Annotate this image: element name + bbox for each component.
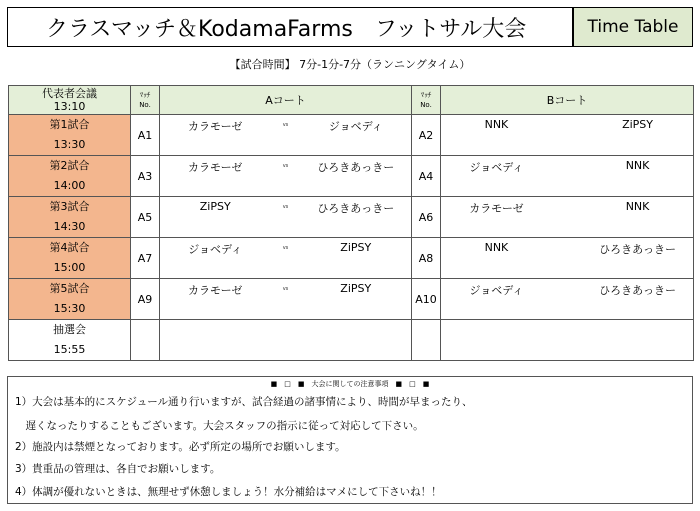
- court-a-match-no: A1: [131, 115, 160, 156]
- game-slot-time: 13:30: [53, 138, 86, 151]
- game-row: [9, 115, 694, 156]
- court-b-team-2: NNK: [625, 200, 650, 213]
- court-a-match: [160, 156, 412, 197]
- court-b-team-2: ひろきあっきー: [599, 284, 676, 297]
- court-a-match-no: A7: [131, 238, 160, 279]
- match-no-header-line2: No.: [420, 101, 432, 109]
- vs-label: vs: [282, 122, 289, 128]
- vs-label: vs: [282, 245, 289, 251]
- court-a-match-no: A3: [131, 156, 160, 197]
- lottery-cell: [9, 320, 131, 361]
- game-row: [9, 238, 694, 279]
- court-b-team-2: NNK: [625, 159, 650, 172]
- game-slot-cell: [9, 197, 131, 238]
- court-a-match: [160, 279, 412, 320]
- lottery-time: 15:55: [53, 343, 86, 356]
- court-b-match-no: A4: [412, 156, 441, 197]
- time-table-badge: Time Table: [573, 7, 693, 47]
- court-b-match: [441, 279, 694, 320]
- game-slot-label: 第3試合: [49, 200, 90, 213]
- note-1-continued: 遅くなったりすることもございます。大会スタッフの指示に従って対応して下さい。: [15, 420, 424, 432]
- court-b-team-1: NNK: [484, 118, 509, 131]
- note-3: 3）貴重品の管理は、各自でお願いします。: [15, 463, 221, 475]
- court-a-match-no: A5: [131, 197, 160, 238]
- court-a-team-2: ひろきあっきー: [317, 161, 395, 174]
- note-4: 4）体調が優れないときは、無理せず休憩しましょう！水分補給はマメにして下さいね！！: [15, 486, 442, 498]
- court-b-match-no: A6: [412, 197, 441, 238]
- court-b-match: [441, 156, 694, 197]
- game-slot-cell: [9, 115, 131, 156]
- court-a-team-2: ジョベディ: [328, 120, 383, 133]
- court-a-team-2: ZiPSY: [340, 241, 372, 254]
- schedule-table: [8, 85, 694, 361]
- game-slot-label: 第1試合: [49, 118, 90, 131]
- note-1: 1）大会は基本的にスケジュール通り行いますが、試合経過の諸事情により、時間が早まったり、: [15, 396, 473, 408]
- court-a-team-2: ZiPSY: [340, 282, 372, 295]
- court-b-match: [441, 197, 694, 238]
- match-no-header-a: [131, 86, 160, 115]
- game-row: [9, 156, 694, 197]
- empty-cell: [441, 320, 694, 361]
- game-slot-label: 第4試合: [49, 241, 90, 254]
- note-2: 2）施設内は禁煙となっております。必ず所定の場所でお願いします。: [15, 441, 346, 453]
- vs-label: vs: [282, 204, 289, 210]
- game-row: [9, 197, 694, 238]
- game-slot-cell: [9, 279, 131, 320]
- notes-heading: ■ □ ■ 大会に関しての注意事項 ■ □ ■: [270, 380, 430, 388]
- game-row: [9, 279, 694, 320]
- court-a-header: Aコート: [160, 86, 412, 115]
- empty-cell: [160, 320, 412, 361]
- court-b-match: [441, 115, 694, 156]
- court-a-match-no: A9: [131, 279, 160, 320]
- page-title: クラスマッチ＆KodamaFarms フットサル大会: [7, 7, 573, 47]
- court-a-team-1: カラモーゼ: [188, 284, 243, 297]
- game-slot-time: 15:30: [53, 302, 86, 315]
- representative-meeting-label: 代表者会議: [42, 87, 97, 100]
- court-b-team-2: ひろきあっきー: [599, 243, 676, 256]
- match-no-header-line1: ﾏｯﾁ: [420, 91, 432, 99]
- court-b-team-1: NNK: [484, 241, 509, 254]
- game-slot-cell: [9, 238, 131, 279]
- court-a-match: [160, 238, 412, 279]
- court-a-match: [160, 197, 412, 238]
- match-no-header-line2: No.: [139, 101, 151, 109]
- vs-label: vs: [282, 286, 289, 292]
- lottery-label: 抽選会: [53, 323, 86, 336]
- court-b-team-1: カラモーゼ: [469, 202, 524, 215]
- match-no-header-line1: ﾏｯﾁ: [139, 91, 151, 99]
- match-duration-note: 【試合時間】 7分-1分-7分（ランニングタイム）: [229, 58, 471, 71]
- representative-meeting-cell: [9, 86, 131, 115]
- court-b-team-1: ジョベディ: [469, 284, 524, 297]
- court-a-team-1: カラモーゼ: [188, 161, 243, 174]
- notes-box: [7, 376, 693, 504]
- court-b-match: [441, 238, 694, 279]
- empty-cell: [131, 320, 160, 361]
- game-slot-cell: [9, 156, 131, 197]
- court-b-team-2: ZiPSY: [622, 118, 654, 131]
- court-a-team-2: ひろきあっきー: [317, 202, 395, 215]
- court-b-match-no: A10: [412, 279, 441, 320]
- match-no-header-b: [412, 86, 441, 115]
- court-b-header: Bコート: [441, 86, 694, 115]
- court-b-match-no: A8: [412, 238, 441, 279]
- representative-meeting-time: 13:10: [53, 100, 86, 113]
- game-slot-label: 第2試合: [49, 159, 90, 172]
- lottery-row: [9, 320, 694, 361]
- game-slot-label: 第5試合: [49, 282, 90, 295]
- game-slot-time: 14:00: [53, 179, 86, 192]
- game-slot-time: 14:30: [53, 220, 86, 233]
- court-a-team-1: ZiPSY: [199, 200, 231, 213]
- game-slot-time: 15:00: [53, 261, 86, 274]
- court-b-match-no: A2: [412, 115, 441, 156]
- table-header-row: [9, 86, 694, 115]
- vs-label: vs: [282, 163, 289, 169]
- game-rows: [9, 115, 694, 320]
- court-a-team-1: ジョベディ: [188, 243, 243, 256]
- empty-cell: [412, 320, 441, 361]
- court-a-match: [160, 115, 412, 156]
- court-a-team-1: カラモーゼ: [188, 120, 243, 133]
- court-b-team-1: ジョベディ: [469, 161, 524, 174]
